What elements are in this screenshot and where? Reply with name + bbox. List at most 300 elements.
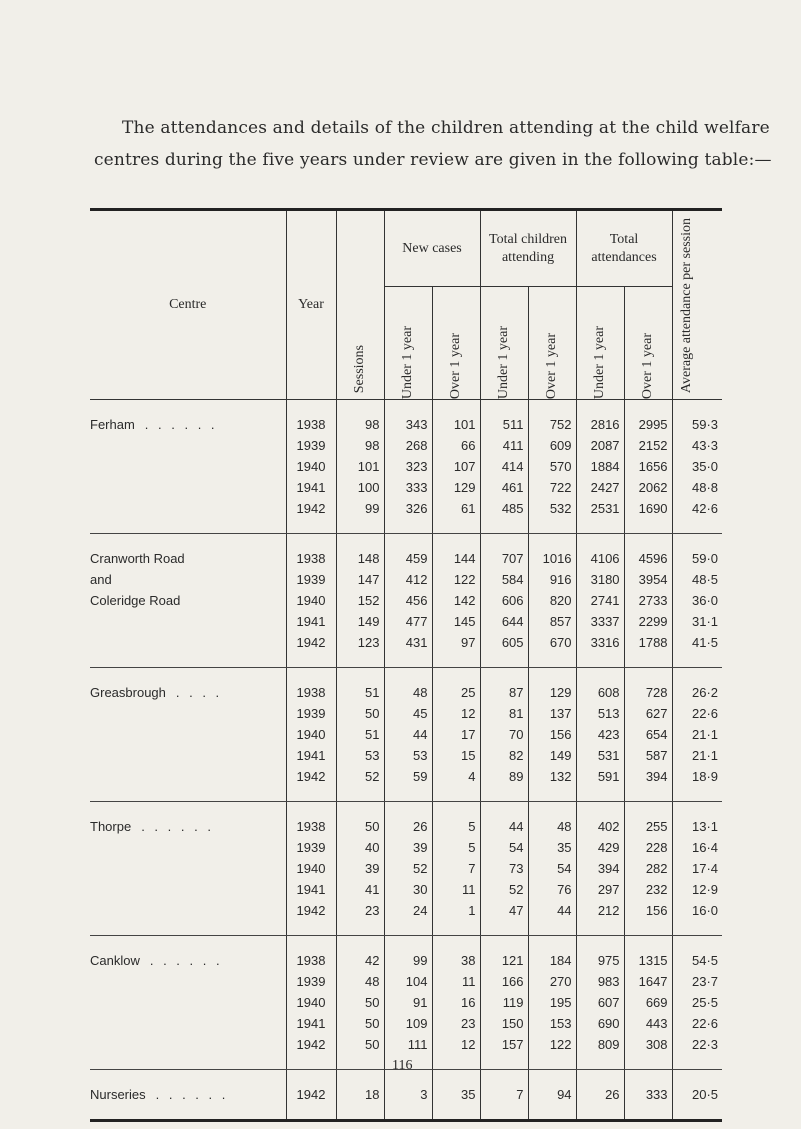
cell-new-over-1: 145 xyxy=(432,611,480,632)
table-row xyxy=(90,802,722,838)
cell-new-over-1: 16 xyxy=(432,992,480,1013)
leader-dots xyxy=(90,861,100,876)
cell-attend-over-1: 333 xyxy=(624,1070,672,1121)
cell-children-under-1: 52 xyxy=(480,879,528,900)
cell-average-attendance: 22·6 xyxy=(672,703,722,724)
centre-name-cell xyxy=(90,992,286,1013)
leader-dots xyxy=(90,614,100,629)
cell-sessions: 148 xyxy=(336,534,384,570)
cell-year: 1939 xyxy=(286,569,336,590)
centre-name: and xyxy=(90,572,112,587)
cell-average-attendance: 31·1 xyxy=(672,611,722,632)
cell-attend-under-1: 983 xyxy=(576,971,624,992)
table-row xyxy=(90,456,722,477)
cell-children-under-1: 414 xyxy=(480,456,528,477)
cell-children-over-1: 916 xyxy=(528,569,576,590)
cell-attend-over-1: 282 xyxy=(624,858,672,879)
header-new-cases: New cases xyxy=(384,210,480,287)
cell-attend-under-1: 2531 xyxy=(576,498,624,534)
cell-new-under-1: 99 xyxy=(384,936,432,972)
cell-attend-under-1: 1884 xyxy=(576,456,624,477)
table-body xyxy=(90,400,722,1121)
leader-dots xyxy=(185,551,195,566)
cell-new-over-1: 5 xyxy=(432,837,480,858)
cell-average-attendance: 43·3 xyxy=(672,435,722,456)
leader-dots xyxy=(112,572,122,587)
cell-new-over-1: 12 xyxy=(432,1034,480,1070)
cell-sessions: 152 xyxy=(336,590,384,611)
cell-children-over-1: 670 xyxy=(528,632,576,668)
cell-attend-under-1: 2816 xyxy=(576,400,624,436)
centre-name: Ferham xyxy=(90,417,135,432)
cell-year: 1942 xyxy=(286,632,336,668)
cell-year: 1939 xyxy=(286,837,336,858)
cell-children-under-1: 119 xyxy=(480,992,528,1013)
header-children-over-1: Over 1 year xyxy=(528,287,576,400)
table-row xyxy=(90,632,722,668)
table-row xyxy=(90,534,722,570)
cell-attend-under-1: 394 xyxy=(576,858,624,879)
cell-new-over-1: 101 xyxy=(432,400,480,436)
cell-children-under-1: 605 xyxy=(480,632,528,668)
cell-sessions: 50 xyxy=(336,1013,384,1034)
centre-name: Cranworth Road xyxy=(90,551,185,566)
cell-sessions: 50 xyxy=(336,802,384,838)
cell-new-over-1: 38 xyxy=(432,936,480,972)
cell-average-attendance: 41·5 xyxy=(672,632,722,668)
table-row xyxy=(90,971,722,992)
cell-children-under-1: 150 xyxy=(480,1013,528,1034)
cell-attend-under-1: 212 xyxy=(576,900,624,936)
cell-children-over-1: 156 xyxy=(528,724,576,745)
centre-name-cell xyxy=(90,435,286,456)
centre-name-cell xyxy=(90,1070,286,1121)
leader-dots xyxy=(90,1037,100,1052)
leader-dots xyxy=(90,438,100,453)
cell-children-over-1: 149 xyxy=(528,745,576,766)
centre-name-cell xyxy=(90,936,286,972)
centre-name-cell xyxy=(90,900,286,936)
centre-name-cell xyxy=(90,569,286,590)
cell-new-over-1: 129 xyxy=(432,477,480,498)
cell-children-over-1: 1016 xyxy=(528,534,576,570)
cell-attend-under-1: 3180 xyxy=(576,569,624,590)
cell-attend-under-1: 591 xyxy=(576,766,624,802)
cell-year: 1938 xyxy=(286,668,336,704)
cell-year: 1938 xyxy=(286,534,336,570)
header-average-attendance: Average attendance per session xyxy=(672,210,722,400)
cell-year: 1941 xyxy=(286,745,336,766)
cell-new-over-1: 25 xyxy=(432,668,480,704)
cell-attend-over-1: 728 xyxy=(624,668,672,704)
leader-dots: . . . . xyxy=(175,685,223,700)
cell-new-under-1: 91 xyxy=(384,992,432,1013)
cell-year: 1942 xyxy=(286,900,336,936)
cell-year: 1941 xyxy=(286,611,336,632)
leader-dots: . . . . . . xyxy=(155,1087,229,1102)
cell-new-over-1: 5 xyxy=(432,802,480,838)
cell-new-over-1: 4 xyxy=(432,766,480,802)
cell-average-attendance: 13·1 xyxy=(672,802,722,838)
cell-new-under-1: 333 xyxy=(384,477,432,498)
table-row xyxy=(90,879,722,900)
cell-average-attendance: 21·1 xyxy=(672,724,722,745)
cell-sessions: 50 xyxy=(336,992,384,1013)
leader-dots xyxy=(90,706,100,721)
centre-name: Thorpe xyxy=(90,819,132,834)
table-row xyxy=(90,724,722,745)
cell-new-under-1: 268 xyxy=(384,435,432,456)
cell-children-under-1: 411 xyxy=(480,435,528,456)
cell-children-under-1: 707 xyxy=(480,534,528,570)
cell-new-over-1: 97 xyxy=(432,632,480,668)
leader-dots xyxy=(90,635,100,650)
cell-average-attendance: 25·5 xyxy=(672,992,722,1013)
cell-year: 1940 xyxy=(286,992,336,1013)
cell-new-under-1: 104 xyxy=(384,971,432,992)
attendance-table xyxy=(90,208,722,1122)
table-row xyxy=(90,590,722,611)
cell-sessions: 99 xyxy=(336,498,384,534)
cell-children-under-1: 81 xyxy=(480,703,528,724)
cell-average-attendance: 48·5 xyxy=(672,569,722,590)
cell-new-under-1: 53 xyxy=(384,745,432,766)
centre-name-cell xyxy=(90,611,286,632)
cell-children-under-1: 485 xyxy=(480,498,528,534)
cell-attend-under-1: 2427 xyxy=(576,477,624,498)
cell-sessions: 98 xyxy=(336,435,384,456)
cell-attend-over-1: 255 xyxy=(624,802,672,838)
centre-name-cell xyxy=(90,534,286,570)
cell-attend-over-1: 1690 xyxy=(624,498,672,534)
cell-sessions: 39 xyxy=(336,858,384,879)
table-row xyxy=(90,992,722,1013)
cell-children-under-1: 121 xyxy=(480,936,528,972)
cell-children-over-1: 54 xyxy=(528,858,576,879)
table-row xyxy=(90,703,722,724)
cell-new-over-1: 17 xyxy=(432,724,480,745)
cell-sessions: 40 xyxy=(336,837,384,858)
cell-year: 1941 xyxy=(286,1013,336,1034)
cell-new-over-1: 23 xyxy=(432,1013,480,1034)
intro-text: The attendances and details of the children attending at the child welfare centres during the five years under review are given in the following table:— xyxy=(94,118,772,170)
cell-new-over-1: 122 xyxy=(432,569,480,590)
cell-new-under-1: 343 xyxy=(384,400,432,436)
cell-new-under-1: 459 xyxy=(384,534,432,570)
cell-attend-under-1: 4106 xyxy=(576,534,624,570)
cell-children-over-1: 184 xyxy=(528,936,576,972)
cell-children-under-1: 47 xyxy=(480,900,528,936)
cell-new-under-1: 326 xyxy=(384,498,432,534)
header-centre: Centre xyxy=(169,297,207,312)
cell-attend-under-1: 531 xyxy=(576,745,624,766)
cell-children-over-1: 270 xyxy=(528,971,576,992)
centre-name-cell xyxy=(90,837,286,858)
cell-new-under-1: 431 xyxy=(384,632,432,668)
leader-dots xyxy=(90,840,100,855)
cell-children-over-1: 122 xyxy=(528,1034,576,1070)
header-new-under-1: Under 1 year xyxy=(384,287,432,400)
table-row xyxy=(90,766,722,802)
cell-average-attendance: 59·3 xyxy=(672,400,722,436)
cell-new-under-1: 111 xyxy=(384,1034,432,1070)
leader-dots xyxy=(180,593,190,608)
cell-year: 1938 xyxy=(286,936,336,972)
cell-year: 1939 xyxy=(286,435,336,456)
cell-attend-over-1: 2152 xyxy=(624,435,672,456)
page-number: 116 xyxy=(392,1058,413,1073)
table-row xyxy=(90,569,722,590)
cell-attend-over-1: 1788 xyxy=(624,632,672,668)
cell-year: 1941 xyxy=(286,879,336,900)
cell-attend-over-1: 1647 xyxy=(624,971,672,992)
cell-new-under-1: 48 xyxy=(384,668,432,704)
cell-children-under-1: 73 xyxy=(480,858,528,879)
header-sessions: Sessions xyxy=(336,210,384,400)
cell-new-over-1: 142 xyxy=(432,590,480,611)
intro-paragraph xyxy=(94,112,774,176)
cell-average-attendance: 18·9 xyxy=(672,766,722,802)
cell-attend-over-1: 308 xyxy=(624,1034,672,1070)
cell-year: 1942 xyxy=(286,1034,336,1070)
leader-dots xyxy=(90,501,100,516)
cell-attend-under-1: 975 xyxy=(576,936,624,972)
cell-sessions: 147 xyxy=(336,569,384,590)
cell-attend-over-1: 669 xyxy=(624,992,672,1013)
cell-sessions: 50 xyxy=(336,1034,384,1070)
cell-children-under-1: 70 xyxy=(480,724,528,745)
cell-year: 1940 xyxy=(286,858,336,879)
cell-average-attendance: 21·1 xyxy=(672,745,722,766)
leader-dots xyxy=(90,995,100,1010)
cell-new-under-1: 44 xyxy=(384,724,432,745)
cell-children-over-1: 35 xyxy=(528,837,576,858)
cell-attend-under-1: 809 xyxy=(576,1034,624,1070)
cell-average-attendance: 20·5 xyxy=(672,1070,722,1121)
cell-children-under-1: 584 xyxy=(480,569,528,590)
cell-average-attendance: 54·5 xyxy=(672,936,722,972)
cell-children-over-1: 752 xyxy=(528,400,576,436)
cell-year: 1942 xyxy=(286,1070,336,1121)
cell-children-under-1: 511 xyxy=(480,400,528,436)
cell-new-over-1: 144 xyxy=(432,534,480,570)
table-row xyxy=(90,1013,722,1034)
centre-name-cell xyxy=(90,802,286,838)
header-children-under-1: Under 1 year xyxy=(480,287,528,400)
centre-name-cell xyxy=(90,498,286,534)
cell-children-over-1: 722 xyxy=(528,477,576,498)
cell-children-under-1: 54 xyxy=(480,837,528,858)
cell-new-over-1: 107 xyxy=(432,456,480,477)
table-row xyxy=(90,435,722,456)
leader-dots: . . . . . . xyxy=(149,953,223,968)
cell-year: 1939 xyxy=(286,703,336,724)
cell-average-attendance: 23·7 xyxy=(672,971,722,992)
cell-sessions: 23 xyxy=(336,900,384,936)
table-row xyxy=(90,858,722,879)
cell-sessions: 18 xyxy=(336,1070,384,1121)
cell-new-over-1: 66 xyxy=(432,435,480,456)
cell-children-over-1: 532 xyxy=(528,498,576,534)
cell-year: 1941 xyxy=(286,477,336,498)
cell-year: 1942 xyxy=(286,766,336,802)
cell-attend-under-1: 429 xyxy=(576,837,624,858)
cell-children-over-1: 48 xyxy=(528,802,576,838)
cell-new-under-1: 477 xyxy=(384,611,432,632)
table-row xyxy=(90,498,722,534)
cell-new-under-1: 412 xyxy=(384,569,432,590)
cell-year: 1938 xyxy=(286,802,336,838)
cell-new-under-1: 24 xyxy=(384,900,432,936)
cell-sessions: 52 xyxy=(336,766,384,802)
cell-average-attendance: 12·9 xyxy=(672,879,722,900)
leader-dots xyxy=(90,903,100,918)
cell-sessions: 98 xyxy=(336,400,384,436)
cell-attend-over-1: 2995 xyxy=(624,400,672,436)
cell-sessions: 51 xyxy=(336,668,384,704)
leader-dots: . . . . . . xyxy=(144,417,218,432)
cell-new-over-1: 1 xyxy=(432,900,480,936)
cell-new-under-1: 323 xyxy=(384,456,432,477)
cell-attend-under-1: 2087 xyxy=(576,435,624,456)
cell-children-under-1: 157 xyxy=(480,1034,528,1070)
cell-children-under-1: 461 xyxy=(480,477,528,498)
cell-attend-over-1: 2733 xyxy=(624,590,672,611)
leader-dots xyxy=(90,974,100,989)
cell-children-under-1: 606 xyxy=(480,590,528,611)
cell-new-under-1: 39 xyxy=(384,837,432,858)
centre-name-cell xyxy=(90,456,286,477)
leader-dots xyxy=(90,459,100,474)
cell-year: 1939 xyxy=(286,971,336,992)
cell-attend-over-1: 228 xyxy=(624,837,672,858)
cell-sessions: 41 xyxy=(336,879,384,900)
centre-name-cell xyxy=(90,879,286,900)
cell-sessions: 101 xyxy=(336,456,384,477)
cell-attend-over-1: 1315 xyxy=(624,936,672,972)
cell-new-over-1: 12 xyxy=(432,703,480,724)
table-row xyxy=(90,837,722,858)
cell-attend-over-1: 443 xyxy=(624,1013,672,1034)
table-row xyxy=(90,477,722,498)
table-row xyxy=(90,611,722,632)
cell-new-under-1: 59 xyxy=(384,766,432,802)
centre-name: Greasbrough xyxy=(90,685,166,700)
cell-new-over-1: 7 xyxy=(432,858,480,879)
centre-name-cell xyxy=(90,668,286,704)
cell-children-over-1: 195 xyxy=(528,992,576,1013)
cell-children-over-1: 570 xyxy=(528,456,576,477)
cell-sessions: 48 xyxy=(336,971,384,992)
centre-name-cell xyxy=(90,703,286,724)
leader-dots xyxy=(90,748,100,763)
cell-children-over-1: 129 xyxy=(528,668,576,704)
cell-new-under-1: 3 xyxy=(384,1070,432,1121)
cell-sessions: 100 xyxy=(336,477,384,498)
cell-attend-over-1: 394 xyxy=(624,766,672,802)
cell-attend-over-1: 232 xyxy=(624,879,672,900)
cell-children-under-1: 644 xyxy=(480,611,528,632)
cell-attend-under-1: 607 xyxy=(576,992,624,1013)
table-row xyxy=(90,668,722,704)
cell-new-over-1: 61 xyxy=(432,498,480,534)
cell-average-attendance: 16·0 xyxy=(672,900,722,936)
leader-dots xyxy=(90,769,100,784)
cell-children-over-1: 137 xyxy=(528,703,576,724)
centre-name-cell xyxy=(90,724,286,745)
cell-year: 1940 xyxy=(286,456,336,477)
header-attend-over-1: Over 1 year xyxy=(624,287,672,400)
cell-attend-under-1: 513 xyxy=(576,703,624,724)
cell-new-over-1: 35 xyxy=(432,1070,480,1121)
cell-average-attendance: 22·6 xyxy=(672,1013,722,1034)
cell-attend-over-1: 1656 xyxy=(624,456,672,477)
cell-new-under-1: 45 xyxy=(384,703,432,724)
cell-children-over-1: 153 xyxy=(528,1013,576,1034)
cell-children-over-1: 609 xyxy=(528,435,576,456)
cell-year: 1938 xyxy=(286,400,336,436)
leader-dots xyxy=(90,1016,100,1031)
header-total-attendances: Total attendances xyxy=(576,210,672,287)
cell-children-under-1: 82 xyxy=(480,745,528,766)
cell-year: 1942 xyxy=(286,498,336,534)
cell-children-under-1: 87 xyxy=(480,668,528,704)
cell-attend-under-1: 402 xyxy=(576,802,624,838)
cell-attend-over-1: 3954 xyxy=(624,569,672,590)
centre-name-cell xyxy=(90,590,286,611)
cell-children-over-1: 132 xyxy=(528,766,576,802)
centre-name-cell xyxy=(90,400,286,436)
cell-attend-under-1: 3337 xyxy=(576,611,624,632)
table-row xyxy=(90,745,722,766)
leader-dots xyxy=(90,727,100,742)
cell-children-under-1: 7 xyxy=(480,1070,528,1121)
cell-children-under-1: 166 xyxy=(480,971,528,992)
cell-sessions: 53 xyxy=(336,745,384,766)
table-row xyxy=(90,400,722,436)
cell-attend-over-1: 654 xyxy=(624,724,672,745)
centre-name: Nurseries xyxy=(90,1087,146,1102)
centre-name: Canklow xyxy=(90,953,140,968)
centre-name-cell xyxy=(90,632,286,668)
header-new-over-1: Over 1 year xyxy=(432,287,480,400)
cell-children-under-1: 89 xyxy=(480,766,528,802)
cell-attend-under-1: 26 xyxy=(576,1070,624,1121)
cell-new-under-1: 52 xyxy=(384,858,432,879)
cell-average-attendance: 22·3 xyxy=(672,1034,722,1070)
leader-dots xyxy=(90,882,100,897)
cell-attend-over-1: 627 xyxy=(624,703,672,724)
centre-name-cell xyxy=(90,858,286,879)
cell-new-over-1: 15 xyxy=(432,745,480,766)
leader-dots: . . . . . . xyxy=(141,819,214,834)
cell-attend-over-1: 4596 xyxy=(624,534,672,570)
centre-name-cell xyxy=(90,1034,286,1070)
header-attend-under-1: Under 1 year xyxy=(576,287,624,400)
cell-attend-under-1: 297 xyxy=(576,879,624,900)
cell-children-over-1: 857 xyxy=(528,611,576,632)
centre-name-cell xyxy=(90,477,286,498)
cell-children-over-1: 44 xyxy=(528,900,576,936)
leader-dots xyxy=(90,480,100,495)
header-year: Year xyxy=(286,210,336,400)
cell-new-under-1: 109 xyxy=(384,1013,432,1034)
centre-name: Coleridge Road xyxy=(90,593,181,608)
cell-year: 1940 xyxy=(286,590,336,611)
cell-average-attendance: 36·0 xyxy=(672,590,722,611)
centre-name-cell xyxy=(90,971,286,992)
cell-average-attendance: 26·2 xyxy=(672,668,722,704)
